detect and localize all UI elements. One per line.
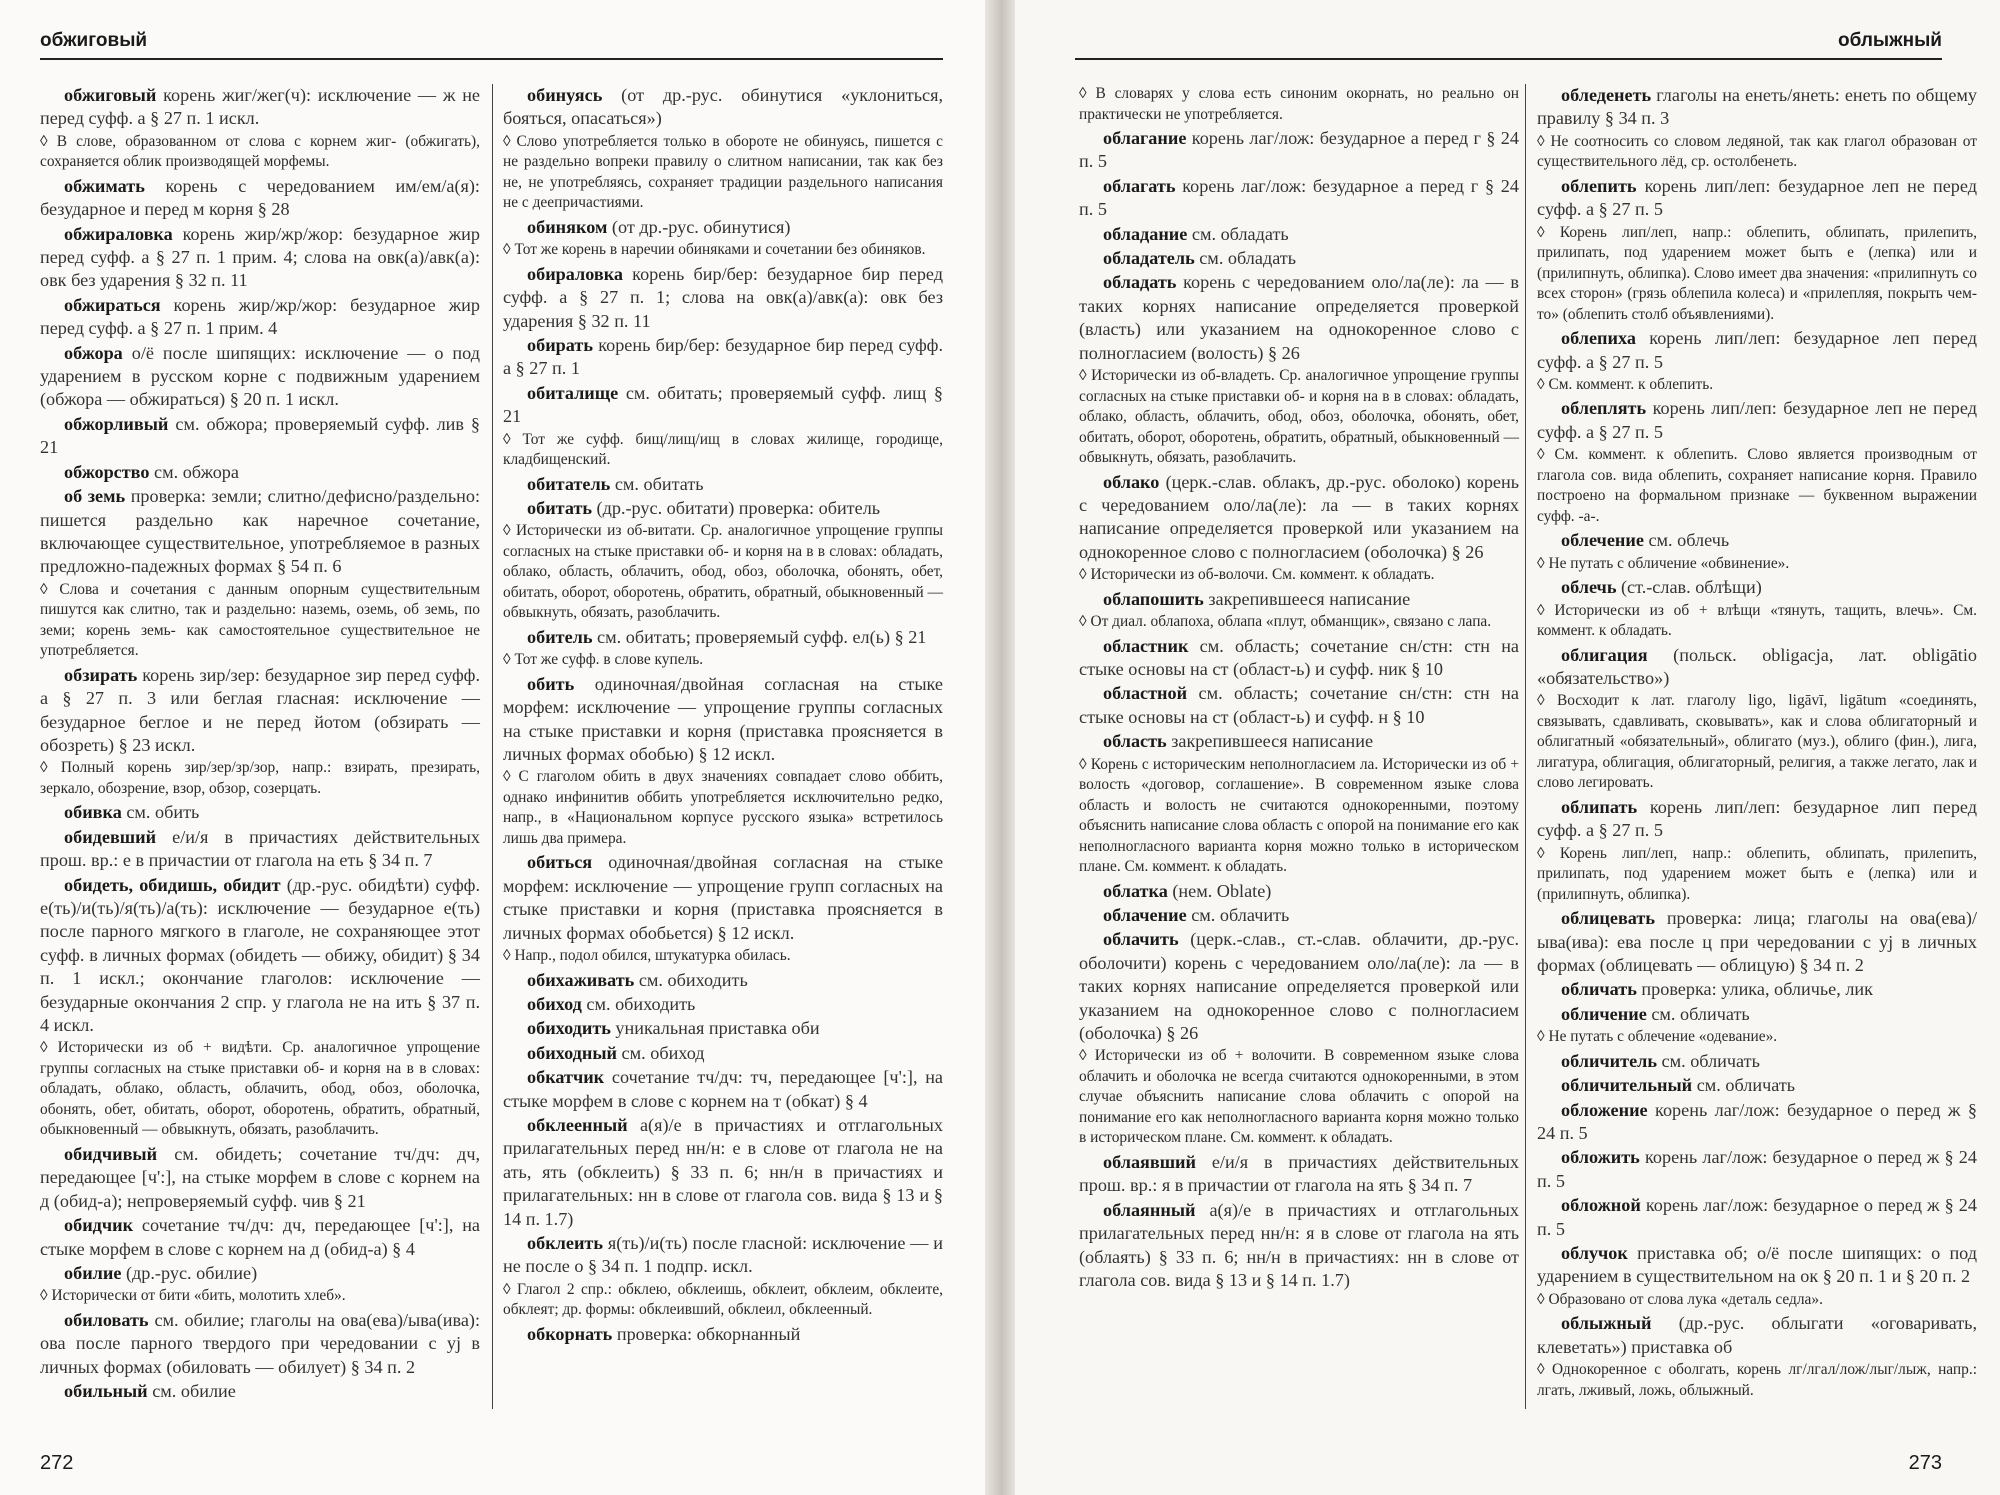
dictionary-entry bbox=[503, 497, 943, 520]
dictionary-entry bbox=[40, 1380, 480, 1403]
dictionary-entry bbox=[503, 84, 943, 131]
dictionary-entry bbox=[1079, 904, 1519, 927]
dictionary-entry bbox=[503, 626, 943, 649]
entry-headword: обличитель bbox=[1561, 1050, 1657, 1071]
entry-headword: обжираловка bbox=[64, 223, 173, 244]
entry-headword: облыжный bbox=[1561, 1313, 1652, 1334]
entry-markup: корень жир/жр/жор: безударное жир перед суфф. а § 27 п. 1 прим. 4; слова на овк(а)/авк(а): овк без ударения § 32 п. 11 bbox=[40, 223, 480, 291]
dictionary-entry bbox=[1079, 223, 1519, 246]
dictionary-entry bbox=[1537, 1050, 1977, 1073]
entry-markup: см. обитать; проверяемый суфф. лищ § 21 bbox=[503, 382, 944, 427]
entry-note: ◊ Исторически из об-волочи. См. коммент. к обладать. bbox=[1079, 565, 1519, 586]
entry-headword: облачить bbox=[1103, 929, 1179, 950]
entry-headword: обиталище bbox=[527, 382, 619, 403]
entry-markup: одиночная/двойная согласная на стыке морфем: исключение — упрощение групп согласных на стыке приставки и корня (приставка проясняется в личных формах обобьется) § 12 искл. bbox=[503, 852, 944, 943]
entry-headword: обложить bbox=[1561, 1147, 1640, 1168]
entry-markup: корень лип/леп: безударное леп не перед суфф. а § 27 п. 5 bbox=[1537, 175, 1977, 220]
entry-headword: обиняком bbox=[527, 216, 608, 237]
page-number-right: 273 bbox=[1908, 1452, 1942, 1474]
entry-markup: корень с чередованием оло/ла(ле): ла — в таких корнях написание определяется проверкой (власть) или указанием на однокоренное слово с полногласием (волость) § 26 bbox=[1079, 272, 1520, 363]
entry-headword: облеплять bbox=[1561, 398, 1647, 419]
entry-headword: обзирать bbox=[64, 664, 138, 685]
entry-note: ◊ Однокоренное с оболгать, корень лг/лгал/лож/лыг/лыж, напр.: лгать, лживый, ложь, облыжный. bbox=[1537, 1360, 1977, 1401]
dictionary-entry bbox=[503, 1232, 943, 1279]
entry-markup: (др.-рус. обидѣти) суфф. е(ть)/и(ть)/я(ть)/а(ть): исключение — безударное е(ть) после парного мягкого в глаголе, не сохраняющее этот суфф. в личных формах (обидеть — обижу, обидит) § 34 п. 1 искл.; окончание глаголов: исключение — безударные окончания 2 спр. у глагола не на ить § 37 п. 4 искл. bbox=[40, 874, 481, 1035]
dictionary-entry bbox=[40, 342, 480, 412]
header-rule-left bbox=[40, 58, 943, 60]
left-page bbox=[0, 0, 985, 1495]
entry-headword: область bbox=[1103, 731, 1167, 752]
dictionary-entry bbox=[503, 851, 943, 945]
entry-markup: проверка: земли; слитно/дефисно/раздельно: пишется раздельно как наречное сочетание, включающее существительное, употребляемое в разных предложно-падежных формах § 54 п. 6 bbox=[40, 486, 481, 577]
entry-markup: см. обличать bbox=[1651, 1003, 1750, 1024]
entry-note: ◊ Исторически из об + видѣти. Ср. аналогичное упрощение группы согласных на стыке приставки об- и корня на в в словах: обладать, облако, область, облачить, обод, обоз, оболочка, обонять, обет, обитать, оборот, оборотень, обратить, обратный, обыкновенный — обвыкнуть, обязать, разоблачить. bbox=[40, 1038, 480, 1141]
entry-markup: (др.-рус. облыгати «оговаривать, клеветать») приставка об bbox=[1537, 1313, 1978, 1357]
entry-markup: см. обиход bbox=[621, 1042, 705, 1063]
dictionary-entry bbox=[40, 1214, 480, 1261]
entry-markup: глаголы на енеть/янеть: енеть по общему правилу § 34 п. 3 bbox=[1537, 85, 1978, 129]
entry-headword: облатка bbox=[1103, 880, 1168, 901]
entry-markup: см. обитать bbox=[614, 473, 704, 494]
dictionary-entry bbox=[40, 485, 480, 579]
entry-headword: облаявший bbox=[1103, 1151, 1197, 1172]
entry-markup: проверка: лица; глаголы на ова(ева)/ыва(ива): ева после ц при чередовании с уj в личных формах (облицевать — облицую) § 34 п. 2 bbox=[1537, 908, 1977, 975]
entry-headword: обклеенный bbox=[527, 1114, 628, 1135]
entry-markup: см. обиходить bbox=[586, 993, 696, 1014]
entry-note: ◊ Глагол 2 спр.: обклею, обклеишь, обклеит, обклеим, обклеите, обклеят; др. формы: обклеивший, обклеил, обклеенный. bbox=[503, 1280, 943, 1321]
entry-note: ◊ Напр., подол обился, штукатурка обилась. bbox=[503, 946, 943, 967]
dictionary-entry bbox=[1537, 84, 1977, 131]
entry-headword: обжора bbox=[64, 342, 123, 363]
entry-markup: корень бир/бер: безударное бир перед суфф. а § 27 п. 1; слова на овк(а)/авк(а): овк без ударения § 32 п. 11 bbox=[503, 263, 944, 331]
dictionary-entry bbox=[1537, 907, 1977, 977]
entry-markup: е/и/я в причастиях действительных прош. вр.: е в причастии от глагола на еть § 34 п. 7 bbox=[40, 826, 481, 871]
entry-headword: облучок bbox=[1561, 1242, 1628, 1263]
entry-markup: проверка: улика, обличье, лик bbox=[1641, 979, 1873, 1000]
header-rule-right bbox=[1075, 58, 1942, 60]
entry-headword: обкорнать bbox=[527, 1323, 613, 1344]
entry-note: ◊ Образовано от слова лука «деталь седла». bbox=[1537, 1290, 1977, 1311]
dictionary-entry bbox=[40, 1143, 480, 1213]
dictionary-entry bbox=[40, 664, 480, 758]
entry-markup: а(я)/е в причастиях и отглагольных прилагательных перед нн/н: е в слове от глагола не на ать, ять (обклеить) § 33 п. 6; нн/н в причастиях и прилагательных: нн в слове от глагола сов. вида § 13 и § 14 п. 1.7) bbox=[503, 1114, 944, 1229]
entry-note: ◊ Полный корень зир/зер/зр/зор, напр.: взирать, презирать, зеркало, обозрение, взор, обзор, созерцать. bbox=[40, 758, 480, 799]
entry-note: ◊ Тот же суфф. в слове купель. bbox=[503, 650, 943, 671]
column-divider-right bbox=[1525, 84, 1526, 1409]
dictionary-entry bbox=[1537, 1146, 1977, 1193]
entry-note: ◊ См. коммент. к облепить. bbox=[1537, 375, 1977, 396]
dictionary-entry bbox=[503, 216, 943, 239]
dictionary-entry bbox=[1537, 327, 1977, 374]
entry-headword: областник bbox=[1103, 635, 1189, 656]
entry-markup: (нем. Oblate) bbox=[1172, 880, 1272, 901]
entry-note: ◊ Исторически из об-владеть. Ср. аналогичное упрощение группы согласных на стыке приставки об- и корня на в в словах: обладать, облако, область, облачить, обод, обоз, оболочка, обонять, обет, обитать, оборот, оборотень, обратить, обратный, обыкновенный — обвыкнуть, обязать, разоблачить. bbox=[1079, 366, 1519, 469]
dictionary-entry bbox=[40, 1262, 480, 1285]
entry-markup: корень жир/жр/жор: безударное жир перед суфф. а § 27 п. 1 прим. 4 bbox=[40, 294, 480, 339]
entry-headword: обладание bbox=[1103, 223, 1188, 244]
entry-markup: я(ть)/и(ть) после гласной: исключение — и не после о § 34 п. 1 подпр. искл. bbox=[503, 1233, 944, 1277]
dictionary-entry bbox=[503, 473, 943, 496]
dictionary-entry bbox=[40, 1309, 480, 1379]
entry-note: ◊ Не путать с обличение «обвинение». bbox=[1537, 554, 1977, 575]
entry-markup: корень лаг/лож: безударное о перед ж § 24 п. 5 bbox=[1537, 1147, 1977, 1191]
entry-markup: корень лаг/лож: безударное о перед ж § 24 п. 5 bbox=[1537, 1099, 1977, 1143]
entry-note: ◊ Корень с историческим неполногласием ла. Исторически из об + волость «договор, соглашение». В современном языке слова область и волость не считаются однокоренными, поэтому объяснить написание слова область с опорой на понимание его как неполногласного варианта корня можно только в историческом плане. См. коммент. к обладать. bbox=[1079, 755, 1519, 878]
entry-headword: обиходный bbox=[527, 1042, 617, 1063]
entry-markup: см. обжора; проверяемый суфф. лив § 21 bbox=[40, 413, 481, 458]
entry-markup: а(я)/е в причастиях и отглагольных прилагательных перед нн/н: я в слове от глагола на ять (облаять) § 33 п. 6; нн/н в причастиях: нн в слове от глагола сов. вида § 13 и § 14 п. 1.7) bbox=[1079, 1199, 1519, 1290]
entry-headword: облапошить bbox=[1103, 588, 1204, 609]
dictionary-entry bbox=[1079, 1199, 1519, 1293]
dictionary-entry bbox=[1537, 1194, 1977, 1241]
entry-markup: сочетание тч/дч: тч, передающее [ч':], на стыке морфем в слове с корнем на т (обкат) § 4 bbox=[503, 1067, 944, 1111]
entry-markup: (от др.-рус. обинутися «уклониться, бояться, опасаться») bbox=[503, 85, 943, 129]
entry-markup: (др.-рус. обитати) проверка: обитель bbox=[596, 497, 881, 518]
entry-headword: обледенеть bbox=[1561, 85, 1652, 105]
entry-markup: о/ё после шипящих: исключение — о под ударением в русском корне с подвижным ударением (обжора — обжираться) § 20 п. 1 искл. bbox=[40, 342, 480, 410]
entry-note: ◊ Не путать с облечение «одевание». bbox=[1537, 1027, 1977, 1048]
entry-markup: см. облечь bbox=[1648, 530, 1730, 551]
entry-note: ◊ В слове, образованном от слова с корнем жиг- (обжигать), сохраняется облик производящей морфемы. bbox=[40, 132, 480, 173]
dictionary-entry bbox=[503, 969, 943, 992]
entry-markup: (др.-рус. обилие) bbox=[125, 1262, 258, 1283]
entry-headword: об земь bbox=[64, 486, 126, 507]
dictionary-entry bbox=[1079, 271, 1519, 365]
entry-headword: облепиха bbox=[1561, 328, 1636, 349]
dictionary-entry bbox=[40, 826, 480, 873]
entry-markup: (ст.-слав. облѣщи) bbox=[1620, 577, 1762, 598]
dictionary-entry bbox=[1537, 1003, 1977, 1026]
entry-headword: обладатель bbox=[1103, 248, 1195, 269]
book-gutter bbox=[985, 0, 1015, 1495]
dictionary-entry bbox=[1537, 1312, 1977, 1359]
dictionary-entry bbox=[1537, 529, 1977, 552]
dictionary-entry bbox=[1537, 1099, 1977, 1146]
entry-markup: см. обилие bbox=[152, 1381, 236, 1402]
entry-markup: одиночная/двойная согласная на стыке морфем: исключение — упрощение группы согласных на стыке приставки и корня (приставка проясняется в личных формах обобью) § 12 искл. bbox=[503, 673, 943, 764]
entry-headword: облечь bbox=[1561, 577, 1617, 598]
entry-headword: обжиговый bbox=[64, 85, 157, 105]
entry-headword: обидеть, обидишь, обидит bbox=[64, 874, 281, 895]
dictionary-entry bbox=[1537, 175, 1977, 222]
right-column-1 bbox=[1079, 84, 1519, 1293]
entry-markup: корень с чередованием им/ем/а(я): безударное и перед м корня § 28 bbox=[40, 175, 480, 220]
entry-headword: облигация bbox=[1561, 644, 1648, 665]
entry-note: ◊ Слово употребляется только в обороте не обинуясь, пишется с не раздельно вопреки правилу о слитном написании, так как без не, не употребляясь, сохраняет традиции раздельного написания не с деепричастиями. bbox=[503, 132, 943, 214]
dictionary-entry bbox=[1079, 880, 1519, 903]
entry-headword: обличать bbox=[1561, 979, 1637, 1000]
entry-note: ◊ См. коммент. к облепить. Слово является производным от глагола сов. вида облепить, сохраняет написание корня. Правило построено на формальном признаке — буквенном выражении суфф. -а-. bbox=[1537, 445, 1977, 527]
entry-headword: обитатель bbox=[527, 473, 611, 494]
entry-markup: см. обладать bbox=[1199, 248, 1297, 269]
entry-markup: закрепившееся написание bbox=[1171, 731, 1374, 752]
entry-markup: приставка об; о/ё после шипящих: о под ударением в существительном на ок § 20 п. 1 и § 20 п. 2 bbox=[1537, 1242, 1977, 1287]
entry-note: ◊ Исторически из об + волочити. В современном языке слова облачить и оболочка не всегда считаются однокоренными, в этом случае объяснить написание слова облачить с опорой на понимание его как неполногласного варианта корня можно только в историческом плане. См. коммент. к обладать. bbox=[1079, 1046, 1519, 1149]
dictionary-entry bbox=[503, 1066, 943, 1113]
dictionary-entry bbox=[503, 334, 943, 381]
entry-markup: закрепившееся написание bbox=[1208, 588, 1411, 609]
entry-headword: обладать bbox=[1103, 272, 1177, 293]
entry-headword: обкатчик bbox=[527, 1067, 605, 1088]
entry-headword: обидчивый bbox=[64, 1143, 158, 1164]
entry-markup: см. обличать bbox=[1696, 1075, 1796, 1096]
entry-markup: см. обиходить bbox=[638, 969, 748, 990]
entry-headword: обидчик bbox=[64, 1215, 134, 1236]
left-column-2 bbox=[503, 84, 943, 1347]
entry-headword: облагание bbox=[1103, 128, 1187, 148]
dictionary-entry bbox=[503, 1114, 943, 1231]
dictionary-entry bbox=[1079, 682, 1519, 729]
entry-markup: корень лип/леп: безударное леп перед суфф. а § 27 п. 5 bbox=[1537, 328, 1977, 372]
dictionary-entry bbox=[40, 175, 480, 222]
entry-headword: обжорливый bbox=[64, 413, 169, 434]
dictionary-entry bbox=[1079, 175, 1519, 222]
dictionary-entry bbox=[503, 1017, 943, 1040]
entry-note: ◊ Корень лип/леп, напр.: облепить, облипать, прилепить, прилипать, под ударением может быть е (лепка) или и (прилипнуть, облипка). bbox=[1537, 844, 1977, 906]
dictionary-entry bbox=[1537, 1074, 1977, 1097]
entry-headword: обклеить bbox=[527, 1233, 603, 1253]
right-page bbox=[1015, 0, 2000, 1495]
entry-markup: (церк.-слав., ст.-слав. облачити, др.-рус. оболочити) корень с чередованием оло/ла(ле): ла — в таких корнях написание определяется проверкой или указанием на однокоренное слово с полногласием (оболочка) § 26 bbox=[1079, 929, 1519, 1044]
entry-markup: е/и/я в причастиях действительных прош. вр.: я в причастии от глагола на ять § 34 п. 7 bbox=[1079, 1151, 1520, 1196]
dictionary-entry bbox=[503, 1042, 943, 1065]
running-head-right: облыжный bbox=[1837, 30, 1942, 51]
dictionary-entry bbox=[1537, 644, 1977, 691]
entry-note: ◊ Исторически из об + влѣщи «тянуть, тащить, влечь». См. коммент. к обладать. bbox=[1537, 601, 1977, 642]
dictionary-entry bbox=[1079, 471, 1519, 565]
entry-headword: обидевший bbox=[64, 826, 157, 847]
entry-headword: облако bbox=[1103, 471, 1160, 492]
entry-markup: см. обить bbox=[126, 802, 200, 823]
entry-markup: корень лип/леп: безударное леп не перед суфф. а § 27 п. 5 bbox=[1537, 398, 1977, 442]
entry-markup: корень жиг/жег(ч): исключение — ж не перед суфф. а § 27 п. 1 искл. bbox=[40, 85, 481, 129]
entry-markup: уникальная приставка оби bbox=[615, 1018, 820, 1039]
entry-markup: сочетание тч/дч: дч, передающее [ч':], на стыке морфем в слове с корнем на д (обид-а) § 4 bbox=[40, 1215, 481, 1259]
dictionary-entry bbox=[1079, 127, 1519, 174]
dictionary-entry bbox=[1079, 247, 1519, 270]
running-head-left: обжиговый bbox=[40, 30, 148, 51]
entry-markup: (от др.-рус. обинутися) bbox=[611, 216, 791, 237]
entry-markup: см. облачить bbox=[1191, 905, 1290, 926]
dictionary-entry bbox=[40, 413, 480, 460]
entry-markup: см. обжора bbox=[154, 461, 239, 482]
entry-headword: обитель bbox=[527, 626, 593, 647]
entry-markup: корень лаг/лож: безударное о перед ж § 24 п. 5 bbox=[1537, 1195, 1977, 1239]
entry-headword: областной bbox=[1103, 683, 1188, 704]
entry-headword: обинуясь bbox=[527, 85, 603, 105]
entry-headword: облачение bbox=[1103, 905, 1187, 926]
entry-markup: корень зир/зер: безударное зир перед суфф. а § 27 п. 3 или беглая гласная: исключение — безударное беглое и не перед йотом (обзирать — обозреть) § 23 искл. bbox=[40, 664, 480, 755]
entry-headword: обжираться bbox=[64, 294, 161, 315]
entry-headword: обложной bbox=[1561, 1195, 1641, 1216]
dictionary-entry bbox=[1079, 635, 1519, 682]
entry-markup: см. обитать; проверяемый суфф. ел(ь) § 21 bbox=[597, 626, 927, 647]
entry-headword: обихаживать bbox=[527, 969, 635, 990]
dictionary-entry bbox=[40, 801, 480, 824]
entry-headword: облицевать bbox=[1561, 908, 1655, 929]
entry-headword: обиловать bbox=[64, 1309, 149, 1330]
entry-headword: обличение bbox=[1561, 1003, 1647, 1024]
entry-note: ◊ Тот же суфф. бищ/лищ/ищ в словах жилище, городище, кладбищенский. bbox=[503, 430, 943, 471]
entry-markup: см. обладать bbox=[1191, 223, 1289, 244]
dictionary-entry bbox=[1537, 576, 1977, 599]
entry-markup: корень лип/леп: безударное лип перед суфф. а § 27 п. 5 bbox=[1537, 796, 1977, 841]
right-column-2 bbox=[1537, 84, 1977, 1403]
entry-headword: обложение bbox=[1561, 1099, 1648, 1120]
entry-note: ◊ От диал. облапоха, облапа «плут, обманщик», связано с лапа. bbox=[1079, 612, 1519, 633]
entry-headword: обить bbox=[527, 673, 575, 694]
entry-note: ◊ Тот же корень в наречии обиняками и сочетании без обиняков. bbox=[503, 240, 943, 261]
entry-markup: см. обличать bbox=[1661, 1050, 1760, 1071]
entry-headword: облечение bbox=[1561, 530, 1644, 551]
entry-note: ◊ Корень лип/леп, напр.: облепить, облипать, прилепить, прилипать, под ударением может быть е (лепка) или и (прилипнуть, облипка). Слово имеет два значения: «прилипнуть со всех сторон» (грязь облепила колеса) и «прилепляя, покрыть чем-то» (облепить столб объявлениями). bbox=[1537, 223, 1977, 326]
entry-headword: обильный bbox=[64, 1381, 148, 1402]
entry-note: ◊ Исторически из об-витати. Ср. аналогичное упрощение группы согласных на стыке приставки об- и корня на в в словах: обладать, облако, область, облачить, обод, обоз, оболочка, обонять, обет, обитать, оборот, оборотень, обратить, обратный, обыкновенный — обвыкнуть, обязать, разоблачить. bbox=[503, 521, 943, 624]
entry-headword: облагать bbox=[1103, 175, 1176, 196]
dictionary-entry bbox=[503, 993, 943, 1016]
dictionary-entry bbox=[1537, 397, 1977, 444]
entry-headword: облипать bbox=[1561, 796, 1638, 817]
entry-markup: корень лаг/лож: безударное а перед г § 24 п. 5 bbox=[1079, 175, 1519, 220]
entry-markup: корень бир/бер: безударное бир перед суфф. а § 27 п. 1 bbox=[503, 334, 943, 379]
entry-headword: обилие bbox=[64, 1262, 122, 1283]
dictionary-entry bbox=[1079, 1151, 1519, 1198]
dictionary-entry bbox=[40, 84, 480, 131]
entry-markup: (польск. obligacja, лат. obligātio «обязательство») bbox=[1537, 644, 1978, 688]
dictionary-entry bbox=[40, 223, 480, 293]
left-column-1 bbox=[40, 84, 480, 1404]
entry-markup: проверка: обкорнанный bbox=[616, 1323, 801, 1344]
entry-markup: см. область; сочетание сн/стн: стн на стыке основы на ст (област-ь) и суфф. н § 10 bbox=[1079, 683, 1519, 727]
dictionary-entry bbox=[503, 1323, 943, 1346]
entry-headword: обжорство bbox=[64, 461, 150, 482]
dictionary-entry bbox=[1079, 730, 1519, 753]
entry-headword: обжимать bbox=[64, 175, 145, 196]
entry-markup: см. обилие; глаголы на ова(ева)/ыва(ива): ова после парного твердого при чередовании с уj в личных формах (обиловать — обилует) § 34 п. 2 bbox=[40, 1309, 481, 1377]
entry-note: ◊ Не соотносить со словом ледяной, так как глагол образован от существительного лёд, ср. остолбенеть. bbox=[1537, 132, 1977, 173]
entry-markup: корень лаг/лож: безударное а перед г § 24 п. 5 bbox=[1079, 128, 1519, 172]
entry-markup: (церк.-слав. облакъ, др.-рус. оболоко) корень с чередованием оло/ла(ле): ла — в таких корнях написание определяется проверкой или указанием на однокоренное слово с полногласием (оболочка) § 26 bbox=[1079, 471, 1520, 562]
dictionary-entry bbox=[503, 673, 943, 767]
dictionary-entry bbox=[40, 874, 480, 1038]
entry-note: ◊ Восходит к лат. глаголу ligo, ligāvī, ligātum «соединять, связывать, сдавливать, сковывать», как и слова облигаторный и облигатный «обязательный», облигато (муз.), облиго (фин.), лига, лигатура, облигация, облигаторный, религия, а также легато, лак и слово легировать. bbox=[1537, 691, 1977, 794]
page-number-left: 272 bbox=[40, 1452, 74, 1474]
dictionary-entry bbox=[1079, 928, 1519, 1045]
dictionary-entry bbox=[1537, 796, 1977, 843]
entry-headword: обиход bbox=[527, 993, 582, 1014]
entry-note: ◊ В словарях у слова есть синоним окорнать, но реально он практически не употребляется. bbox=[1079, 84, 1519, 125]
entry-headword: обличительный bbox=[1561, 1075, 1693, 1096]
entry-markup: см. обидеть; сочетание тч/дч: дч, передающее [ч':], на стыке морфем в слове с корнем на д (обид-а); непроверяемый суфф. чив § 21 bbox=[40, 1143, 481, 1211]
dictionary-entry bbox=[40, 294, 480, 341]
entry-note: ◊ Исторически от бити «бить, молотить хлеб». bbox=[40, 1286, 480, 1307]
entry-markup: см. область; сочетание сн/стн: стн на стыке основы на ст (област-ь) и суфф. ник § 10 bbox=[1079, 635, 1520, 679]
dictionary-entry bbox=[1537, 1242, 1977, 1289]
entry-headword: обиться bbox=[527, 852, 593, 873]
dictionary-entry bbox=[1079, 588, 1519, 611]
column-divider-left bbox=[492, 84, 493, 1409]
entry-headword: облаянный bbox=[1103, 1199, 1196, 1220]
entry-headword: обираловка bbox=[527, 263, 623, 284]
entry-headword: облепить bbox=[1561, 175, 1637, 196]
dictionary-entry bbox=[503, 263, 943, 333]
entry-headword: обитать bbox=[527, 497, 592, 518]
entry-headword: обивка bbox=[64, 802, 122, 823]
entry-headword: обиходить bbox=[527, 1018, 611, 1039]
dictionary-entry bbox=[1537, 978, 1977, 1001]
entry-note: ◊ С глаголом обить в двух значениях совпадает слово оббить, однако инфинитив оббить употребляется исключительно редко, напр., в «Национальном корпусе русского языка» встретилось лишь два примера. bbox=[503, 767, 943, 849]
entry-note: ◊ Слова и сочетания с данным опорным существительным пишутся как слитно, так и раздельно: наземь, оземь, об земь, по земи; корень земь- как самостоятельное существительное не употребляется. bbox=[40, 580, 480, 662]
dictionary-entry bbox=[503, 382, 943, 429]
dictionary-entry bbox=[40, 461, 480, 484]
entry-headword: обирать bbox=[527, 334, 593, 355]
